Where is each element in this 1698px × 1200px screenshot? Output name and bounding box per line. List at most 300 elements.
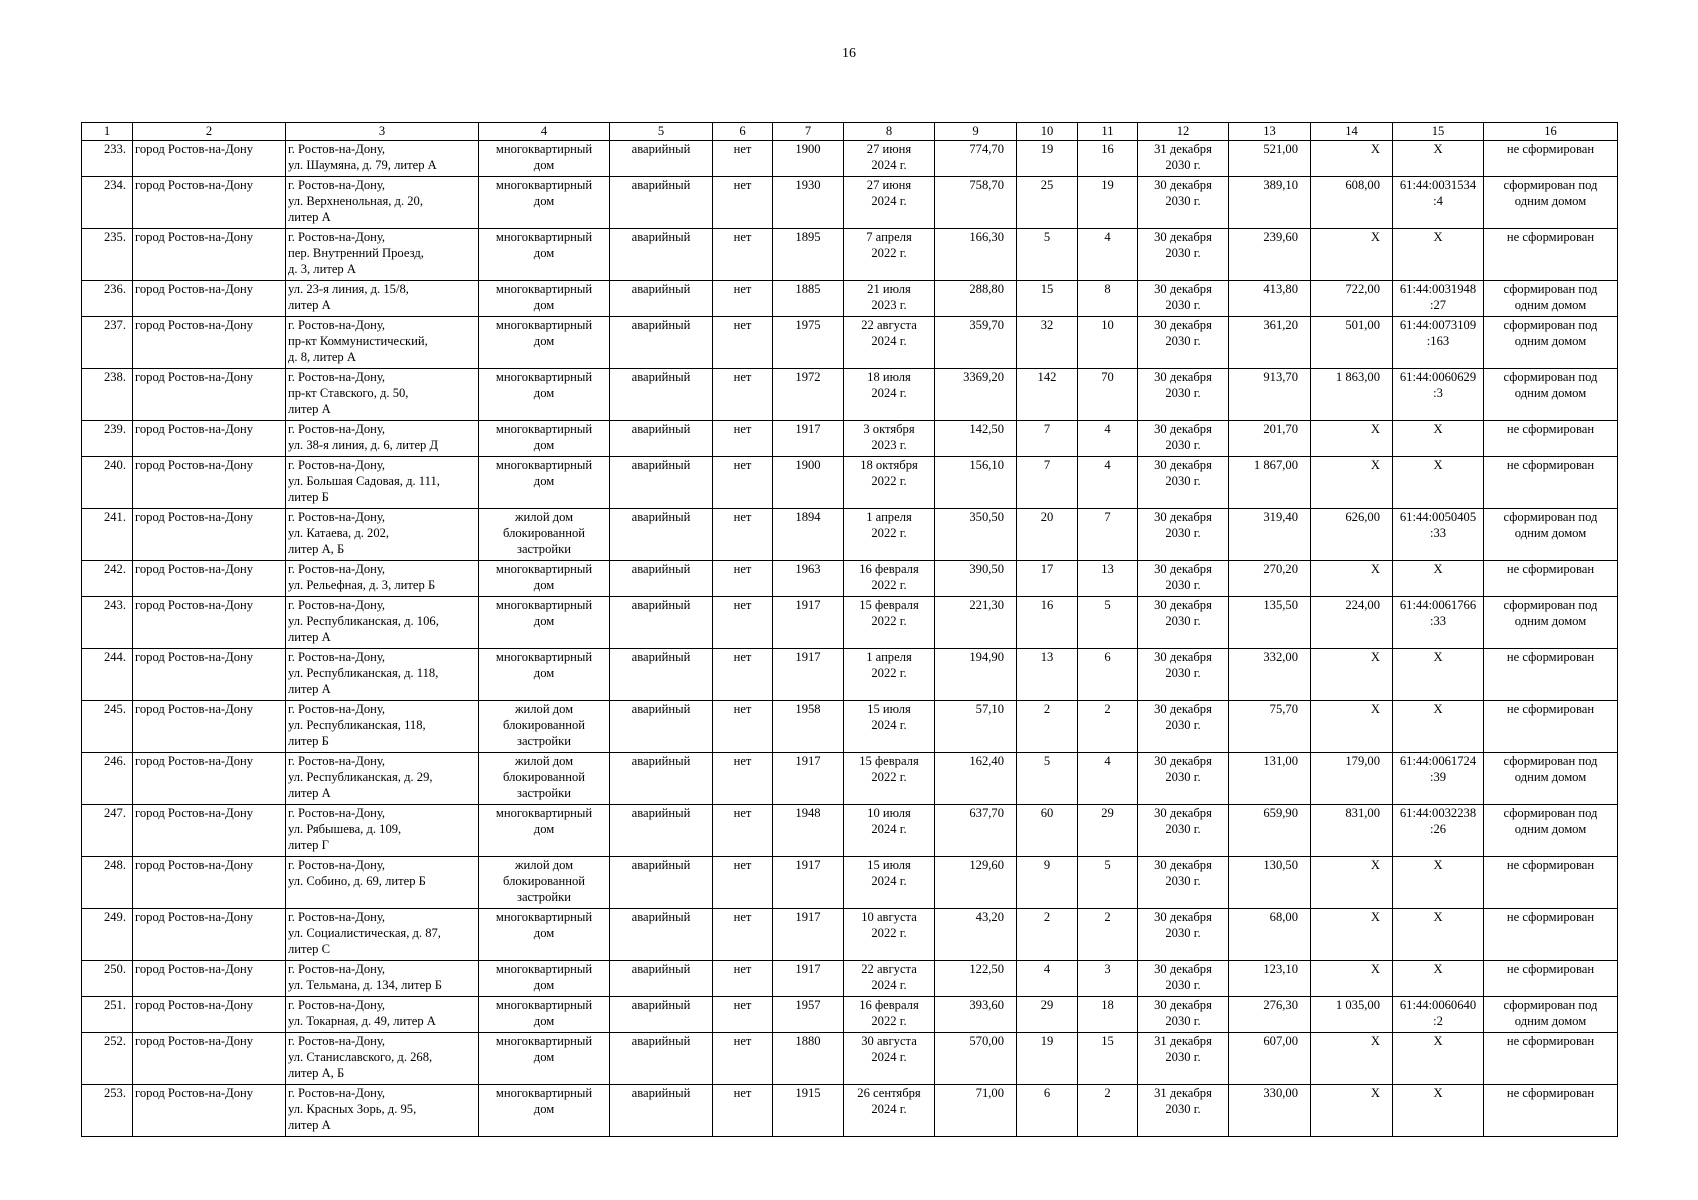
- table-cell: 243.: [82, 597, 133, 649]
- table-cell: ул. 23-я линия, д. 15/8, литер А: [286, 281, 479, 317]
- table-cell: 1963: [773, 561, 844, 597]
- column-header: 3: [286, 123, 479, 141]
- table-cell: 4: [1078, 457, 1138, 509]
- table-cell: нет: [713, 281, 773, 317]
- table-cell: нет: [713, 509, 773, 561]
- table-cell: многоквартирный дом: [479, 229, 610, 281]
- table-cell: 194,90: [935, 649, 1017, 701]
- table-cell: 276,30: [1229, 997, 1311, 1033]
- table-cell: 30 декабря 2030 г.: [1138, 177, 1229, 229]
- table-cell: 390,50: [935, 561, 1017, 597]
- table-cell: 16 февраля 2022 г.: [844, 561, 935, 597]
- table-cell: г. Ростов-на-Дону, ул. Социалистическая, д. 87, литер С: [286, 909, 479, 961]
- table-cell: 248.: [82, 857, 133, 909]
- table-cell: 4: [1078, 753, 1138, 805]
- table-row: [82, 649, 1618, 701]
- table-cell: аварийный: [610, 509, 713, 561]
- table-cell: нет: [713, 317, 773, 369]
- column-header: 7: [773, 123, 844, 141]
- table-cell: нет: [713, 1085, 773, 1137]
- table-cell: г. Ростов-на-Дону, ул. Республиканская, д. 29, литер А: [286, 753, 479, 805]
- table-cell: г. Ростов-на-Дону, ул. Токарная, д. 49, литер А: [286, 997, 479, 1033]
- table-cell: 1917: [773, 753, 844, 805]
- table-cell: не сформирован: [1484, 561, 1618, 597]
- table-cell: аварийный: [610, 177, 713, 229]
- table-cell: г. Ростов-на-Дону, ул. Красных Зорь, д. 95, литер А: [286, 1085, 479, 1137]
- table-row: [82, 701, 1618, 753]
- table-cell: 7 апреля 2022 г.: [844, 229, 935, 281]
- table-cell: нет: [713, 961, 773, 997]
- table-cell: город Ростов-на-Дону: [133, 561, 286, 597]
- table-cell: город Ростов-на-Дону: [133, 509, 286, 561]
- table-cell: г. Ростов-на-Дону, ул. Шаумяна, д. 79, литер А: [286, 141, 479, 177]
- table-cell: 4: [1017, 961, 1078, 997]
- table-row: [82, 229, 1618, 281]
- table-row: [82, 909, 1618, 961]
- table-cell: X: [1393, 857, 1484, 909]
- table-cell: 831,00: [1311, 805, 1393, 857]
- table-cell: X: [1393, 421, 1484, 457]
- table-cell: 30 декабря 2030 г.: [1138, 229, 1229, 281]
- table-cell: 17: [1017, 561, 1078, 597]
- table-cell: 131,00: [1229, 753, 1311, 805]
- table-cell: 1930: [773, 177, 844, 229]
- table-cell: 5: [1078, 857, 1138, 909]
- table-cell: 30 декабря 2030 г.: [1138, 961, 1229, 997]
- table-cell: многоквартирный дом: [479, 369, 610, 421]
- table-cell: 242.: [82, 561, 133, 597]
- table-cell: город Ростов-на-Дону: [133, 457, 286, 509]
- column-header: 14: [1311, 123, 1393, 141]
- table-cell: 31 декабря 2030 г.: [1138, 1085, 1229, 1137]
- table-cell: город Ростов-на-Дону: [133, 317, 286, 369]
- table-cell: 16 февраля 2022 г.: [844, 997, 935, 1033]
- table-cell: 1917: [773, 597, 844, 649]
- table-cell: 1917: [773, 649, 844, 701]
- table-cell: город Ростов-на-Дону: [133, 701, 286, 753]
- table-cell: 245.: [82, 701, 133, 753]
- table-cell: 30 декабря 2030 г.: [1138, 457, 1229, 509]
- table-cell: 253.: [82, 1085, 133, 1137]
- table-cell: не сформирован: [1484, 701, 1618, 753]
- table-row: [82, 141, 1618, 177]
- table-cell: не сформирован: [1484, 421, 1618, 457]
- table-cell: нет: [713, 229, 773, 281]
- table-cell: 15 июля 2024 г.: [844, 857, 935, 909]
- table-cell: 4: [1078, 229, 1138, 281]
- table-cell: город Ростов-на-Дону: [133, 421, 286, 457]
- table-cell: аварийный: [610, 805, 713, 857]
- table-cell: 8: [1078, 281, 1138, 317]
- column-header: 15: [1393, 123, 1484, 141]
- table-cell: г. Ростов-на-Дону, ул. Республиканская, 118, литер Б: [286, 701, 479, 753]
- table-cell: не сформирован: [1484, 857, 1618, 909]
- table-cell: 501,00: [1311, 317, 1393, 369]
- table-cell: X: [1393, 909, 1484, 961]
- table-row: [82, 177, 1618, 229]
- column-header: 12: [1138, 123, 1229, 141]
- table-row: [82, 597, 1618, 649]
- table-cell: X: [1393, 1085, 1484, 1137]
- table-cell: 1917: [773, 421, 844, 457]
- table-cell: 237.: [82, 317, 133, 369]
- table-cell: сформирован под одним домом: [1484, 597, 1618, 649]
- table-cell: 221,30: [935, 597, 1017, 649]
- table-cell: нет: [713, 177, 773, 229]
- table-cell: город Ростов-на-Дону: [133, 177, 286, 229]
- table-cell: 30 декабря 2030 г.: [1138, 281, 1229, 317]
- table-cell: сформирован под одним домом: [1484, 317, 1618, 369]
- table-cell: 319,40: [1229, 509, 1311, 561]
- table-cell: X: [1311, 1085, 1393, 1137]
- table-cell: 1915: [773, 1085, 844, 1137]
- table-cell: 30 декабря 2030 г.: [1138, 701, 1229, 753]
- table-cell: 122,50: [935, 961, 1017, 997]
- table-cell: 179,00: [1311, 753, 1393, 805]
- table-cell: аварийный: [610, 421, 713, 457]
- table-cell: 2: [1017, 909, 1078, 961]
- table-cell: г. Ростов-на-Дону, ул. Тельмана, д. 134, литер Б: [286, 961, 479, 997]
- table-cell: нет: [713, 369, 773, 421]
- table-cell: 1972: [773, 369, 844, 421]
- table-cell: 61:44:0073109 :163: [1393, 317, 1484, 369]
- table-cell: 5: [1078, 597, 1138, 649]
- table-cell: 61:44:0061724 :39: [1393, 753, 1484, 805]
- table-row: [82, 281, 1618, 317]
- table-cell: 252.: [82, 1033, 133, 1085]
- table-cell: не сформирован: [1484, 1085, 1618, 1137]
- table-cell: 241.: [82, 509, 133, 561]
- table-cell: не сформирован: [1484, 229, 1618, 281]
- table-cell: г. Ростов-на-Дону, пр-кт Коммунистический, д. 8, литер А: [286, 317, 479, 369]
- table-cell: 19: [1017, 141, 1078, 177]
- table-cell: 1917: [773, 857, 844, 909]
- table-cell: город Ростов-на-Дону: [133, 597, 286, 649]
- table-cell: 1917: [773, 961, 844, 997]
- table-cell: город Ростов-на-Дону: [133, 857, 286, 909]
- table-cell: г. Ростов-на-Дону, пр-кт Ставского, д. 50, литер А: [286, 369, 479, 421]
- column-header: 9: [935, 123, 1017, 141]
- table-cell: 70: [1078, 369, 1138, 421]
- table-cell: X: [1311, 649, 1393, 701]
- table-cell: 1 867,00: [1229, 457, 1311, 509]
- table-cell: г. Ростов-на-Дону, ул. Собино, д. 69, литер Б: [286, 857, 479, 909]
- table-cell: 10 июля 2024 г.: [844, 805, 935, 857]
- table-cell: сформирован под одним домом: [1484, 369, 1618, 421]
- table-cell: многоквартирный дом: [479, 961, 610, 997]
- table-cell: город Ростов-на-Дону: [133, 369, 286, 421]
- column-header: 6: [713, 123, 773, 141]
- table-cell: многоквартирный дом: [479, 997, 610, 1033]
- table-cell: 30 декабря 2030 г.: [1138, 509, 1229, 561]
- table-cell: 6: [1017, 1085, 1078, 1137]
- table-cell: сформирован под одним домом: [1484, 753, 1618, 805]
- table-cell: 19: [1078, 177, 1138, 229]
- table-cell: X: [1393, 141, 1484, 177]
- table-cell: многоквартирный дом: [479, 805, 610, 857]
- table-cell: 1975: [773, 317, 844, 369]
- table-cell: 19: [1017, 1033, 1078, 1085]
- table-cell: X: [1311, 909, 1393, 961]
- table-cell: аварийный: [610, 961, 713, 997]
- table-cell: не сформирован: [1484, 1033, 1618, 1085]
- table-cell: 130,50: [1229, 857, 1311, 909]
- table-cell: 608,00: [1311, 177, 1393, 229]
- table-row: [82, 1085, 1618, 1137]
- table-cell: 26 сентября 2024 г.: [844, 1085, 935, 1137]
- table-cell: 1 апреля 2022 г.: [844, 509, 935, 561]
- table-cell: 27 июня 2024 г.: [844, 177, 935, 229]
- table-cell: 123,10: [1229, 961, 1311, 997]
- table-cell: нет: [713, 421, 773, 457]
- table-row: [82, 369, 1618, 421]
- table-cell: 238.: [82, 369, 133, 421]
- table-cell: не сформирован: [1484, 649, 1618, 701]
- table-cell: 31 декабря 2030 г.: [1138, 1033, 1229, 1085]
- table-cell: 5: [1017, 753, 1078, 805]
- table-cell: 236.: [82, 281, 133, 317]
- table-cell: 659,90: [1229, 805, 1311, 857]
- table-cell: аварийный: [610, 701, 713, 753]
- table-cell: 15 февраля 2022 г.: [844, 597, 935, 649]
- table-cell: 68,00: [1229, 909, 1311, 961]
- table-cell: 330,00: [1229, 1085, 1311, 1137]
- table-cell: X: [1393, 229, 1484, 281]
- table-cell: многоквартирный дом: [479, 1085, 610, 1137]
- table-cell: X: [1311, 229, 1393, 281]
- table-row: [82, 997, 1618, 1033]
- table-cell: город Ростов-на-Дону: [133, 649, 286, 701]
- table-row: [82, 805, 1618, 857]
- table-cell: город Ростов-на-Дону: [133, 281, 286, 317]
- table-cell: 30 декабря 2030 г.: [1138, 805, 1229, 857]
- table-cell: жилой дом блокированной застройки: [479, 701, 610, 753]
- table-cell: жилой дом блокированной застройки: [479, 753, 610, 805]
- table-cell: X: [1393, 561, 1484, 597]
- table-cell: аварийный: [610, 141, 713, 177]
- table-cell: 1958: [773, 701, 844, 753]
- table-cell: 32: [1017, 317, 1078, 369]
- table-cell: аварийный: [610, 1085, 713, 1137]
- table-cell: аварийный: [610, 597, 713, 649]
- table-cell: 2: [1078, 701, 1138, 753]
- table-cell: город Ростов-на-Дону: [133, 229, 286, 281]
- table-cell: 1957: [773, 997, 844, 1033]
- table-cell: аварийный: [610, 909, 713, 961]
- table-cell: X: [1311, 857, 1393, 909]
- table-cell: аварийный: [610, 649, 713, 701]
- table-cell: 15: [1017, 281, 1078, 317]
- table-cell: город Ростов-на-Дону: [133, 805, 286, 857]
- table-cell: 1900: [773, 457, 844, 509]
- table-cell: 722,00: [1311, 281, 1393, 317]
- table-cell: X: [1311, 421, 1393, 457]
- table-cell: 1894: [773, 509, 844, 561]
- table-cell: X: [1393, 701, 1484, 753]
- table-cell: 10: [1078, 317, 1138, 369]
- table-cell: 251.: [82, 997, 133, 1033]
- table-cell: 240.: [82, 457, 133, 509]
- table-cell: 142: [1017, 369, 1078, 421]
- table-cell: 25: [1017, 177, 1078, 229]
- table-cell: 244.: [82, 649, 133, 701]
- table-cell: 6: [1078, 649, 1138, 701]
- table-cell: 61:44:0061766 :33: [1393, 597, 1484, 649]
- table-cell: 30 декабря 2030 г.: [1138, 857, 1229, 909]
- table-cell: 1917: [773, 909, 844, 961]
- table-cell: нет: [713, 457, 773, 509]
- table-cell: 57,10: [935, 701, 1017, 753]
- table-cell: 7: [1017, 421, 1078, 457]
- table-cell: 30 декабря 2030 г.: [1138, 317, 1229, 369]
- table-cell: 1 863,00: [1311, 369, 1393, 421]
- table-cell: нет: [713, 141, 773, 177]
- table-cell: 156,10: [935, 457, 1017, 509]
- table-cell: г. Ростов-на-Дону, ул. Большая Садовая, д. 111, литер Б: [286, 457, 479, 509]
- table-cell: город Ростов-на-Дону: [133, 909, 286, 961]
- table-cell: город Ростов-на-Дону: [133, 997, 286, 1033]
- table-cell: 61:44:0050405 :33: [1393, 509, 1484, 561]
- table-cell: 913,70: [1229, 369, 1311, 421]
- table-cell: 30 декабря 2030 г.: [1138, 753, 1229, 805]
- table-cell: 2: [1078, 1085, 1138, 1137]
- table-cell: не сформирован: [1484, 909, 1618, 961]
- table-cell: 359,70: [935, 317, 1017, 369]
- table-cell: 247.: [82, 805, 133, 857]
- table-cell: 3: [1078, 961, 1138, 997]
- table-cell: нет: [713, 649, 773, 701]
- table-cell: 1895: [773, 229, 844, 281]
- table-cell: 162,40: [935, 753, 1017, 805]
- column-header: 13: [1229, 123, 1311, 141]
- table-cell: 27 июня 2024 г.: [844, 141, 935, 177]
- table-row: [82, 561, 1618, 597]
- table-cell: 18: [1078, 997, 1138, 1033]
- table-cell: г. Ростов-на-Дону, ул. Верхненольная, д. 20, литер А: [286, 177, 479, 229]
- table-cell: не сформирован: [1484, 141, 1618, 177]
- table-cell: 270,20: [1229, 561, 1311, 597]
- table-cell: 142,50: [935, 421, 1017, 457]
- table-cell: 61:44:0031948 :27: [1393, 281, 1484, 317]
- table-cell: нет: [713, 597, 773, 649]
- table-cell: г. Ростов-на-Дону, ул. Рельефная, д. 3, литер Б: [286, 561, 479, 597]
- table-cell: 9: [1017, 857, 1078, 909]
- table-cell: 758,70: [935, 177, 1017, 229]
- table-cell: 61:44:0060640 :2: [1393, 997, 1484, 1033]
- table-cell: 250.: [82, 961, 133, 997]
- table-cell: 1900: [773, 141, 844, 177]
- table-cell: X: [1393, 649, 1484, 701]
- table-cell: 201,70: [1229, 421, 1311, 457]
- table-cell: 43,20: [935, 909, 1017, 961]
- table-row: [82, 509, 1618, 561]
- table-cell: нет: [713, 1033, 773, 1085]
- table-cell: город Ростов-на-Дону: [133, 141, 286, 177]
- table-cell: 30 декабря 2030 г.: [1138, 997, 1229, 1033]
- table-cell: 3 октября 2023 г.: [844, 421, 935, 457]
- table-cell: сформирован под одним домом: [1484, 281, 1618, 317]
- table-cell: 288,80: [935, 281, 1017, 317]
- table-row: [82, 753, 1618, 805]
- table-cell: г. Ростов-на-Дону, пер. Внутренний Проезд, д. 3, литер А: [286, 229, 479, 281]
- table-body: [82, 141, 1618, 1137]
- table-cell: 7: [1078, 509, 1138, 561]
- table-cell: аварийный: [610, 753, 713, 805]
- table-cell: 18 июля 2024 г.: [844, 369, 935, 421]
- table-cell: нет: [713, 753, 773, 805]
- table-cell: не сформирован: [1484, 961, 1618, 997]
- table-cell: г. Ростов-на-Дону, ул. Республиканская, д. 106, литер А: [286, 597, 479, 649]
- table-cell: 22 августа 2024 г.: [844, 961, 935, 997]
- table-cell: многоквартирный дом: [479, 649, 610, 701]
- table-cell: аварийный: [610, 561, 713, 597]
- table-cell: 1 035,00: [1311, 997, 1393, 1033]
- table-cell: X: [1393, 1033, 1484, 1085]
- table-row: [82, 1033, 1618, 1085]
- table-cell: 350,50: [935, 509, 1017, 561]
- table-cell: аварийный: [610, 317, 713, 369]
- table-cell: 135,50: [1229, 597, 1311, 649]
- table-cell: сформирован под одним домом: [1484, 997, 1618, 1033]
- table-cell: 235.: [82, 229, 133, 281]
- table-cell: 7: [1017, 457, 1078, 509]
- table-cell: 30 декабря 2030 г.: [1138, 369, 1229, 421]
- table-cell: нет: [713, 805, 773, 857]
- table-cell: 413,80: [1229, 281, 1311, 317]
- table-cell: многоквартирный дом: [479, 597, 610, 649]
- table-cell: 15: [1078, 1033, 1138, 1085]
- table-row: [82, 421, 1618, 457]
- table-cell: X: [1393, 457, 1484, 509]
- table-cell: многоквартирный дом: [479, 177, 610, 229]
- table-cell: 249.: [82, 909, 133, 961]
- table-cell: 30 декабря 2030 г.: [1138, 597, 1229, 649]
- table-cell: X: [1311, 701, 1393, 753]
- table-cell: аварийный: [610, 369, 713, 421]
- table-cell: 30 августа 2024 г.: [844, 1033, 935, 1085]
- table-cell: не сформирован: [1484, 457, 1618, 509]
- table-cell: 20: [1017, 509, 1078, 561]
- table-cell: 2: [1017, 701, 1078, 753]
- table-cell: X: [1311, 961, 1393, 997]
- table-cell: город Ростов-на-Дону: [133, 1085, 286, 1137]
- table-cell: 393,60: [935, 997, 1017, 1033]
- table-cell: 521,00: [1229, 141, 1311, 177]
- table-cell: 5: [1017, 229, 1078, 281]
- table-cell: 570,00: [935, 1033, 1017, 1085]
- table-row: [82, 457, 1618, 509]
- housing-registry-table: [81, 122, 1618, 1137]
- table-cell: г. Ростов-на-Дону, ул. Республиканская, д. 118, литер А: [286, 649, 479, 701]
- table-cell: 10 августа 2022 г.: [844, 909, 935, 961]
- page-number: 16: [842, 46, 856, 61]
- table-cell: 224,00: [1311, 597, 1393, 649]
- table-cell: г. Ростов-на-Дону, ул. Станиславского, д. 268, литер А, Б: [286, 1033, 479, 1085]
- table-cell: г. Ростов-на-Дону, ул. Рябышева, д. 109, литер Г: [286, 805, 479, 857]
- table-cell: 3369,20: [935, 369, 1017, 421]
- table-cell: X: [1311, 141, 1393, 177]
- table-cell: сформирован под одним домом: [1484, 509, 1618, 561]
- table-cell: 30 декабря 2030 г.: [1138, 909, 1229, 961]
- table-cell: нет: [713, 561, 773, 597]
- table-cell: 361,20: [1229, 317, 1311, 369]
- table-cell: 29: [1078, 805, 1138, 857]
- table-cell: 2: [1078, 909, 1138, 961]
- table-cell: 22 августа 2024 г.: [844, 317, 935, 369]
- table-cell: 61:44:0060629 :3: [1393, 369, 1484, 421]
- table-cell: 30 декабря 2030 г.: [1138, 649, 1229, 701]
- table-cell: 31 декабря 2030 г.: [1138, 141, 1229, 177]
